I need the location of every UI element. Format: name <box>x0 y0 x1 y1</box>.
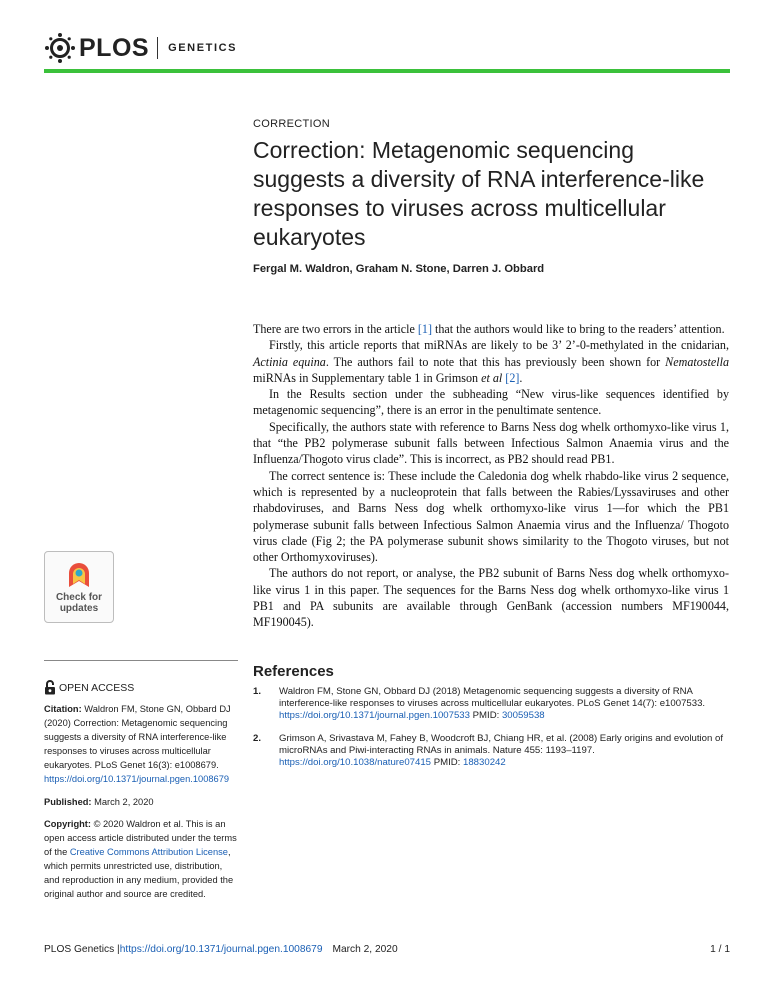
species-name: Nematostella <box>665 354 729 369</box>
paragraph-2: Firstly, this article reports that miRNAs are likely to be 3’ 2’-0-methylated in the cnidarian, Actinia equina. The authors fail to note that this has previously been shown for Nematostella miRNAs in Supplementary table 1 in Grimson et al [2]. <box>253 338 729 385</box>
license-link[interactable]: Creative Commons Attribution License <box>69 846 228 857</box>
reference-link-2[interactable]: [2] <box>505 370 520 385</box>
copyright-block: Copyright: © 2020 Waldron et al. This is an open access article distributed under the terms of the Creative Commons Attribution License, which permits unrestricted use, distribution, and reproduction in any medium, provided the original author and source are credited. <box>44 818 237 900</box>
footer-date: March 2, 2020 <box>332 944 398 955</box>
paragraph-6: The authors do not report, or analyse, the PB2 subunit of Barns Ness dog whelk orthomyxo-like virus 1 in this paper. The sequences for the Barns Ness dog whelk orthomyxo-like virus 1 PB1 and PA subunits are available through GenBank (accession numbers MF190044, MF190045). <box>253 566 729 630</box>
paragraph-1: There are two errors in the article [1] that the authors would like to bring to the readers’ attention. <box>253 322 725 336</box>
open-lock-icon <box>44 680 56 695</box>
sidebar-rule <box>44 660 238 661</box>
logo-divider <box>157 37 158 59</box>
footer-journal: PLOS Genetics | <box>44 944 120 955</box>
article-type: CORRECTION <box>253 118 330 130</box>
header-rule <box>44 69 730 73</box>
check-for-updates-icon <box>64 557 94 591</box>
reference-pmid-link[interactable]: 30059538 <box>501 709 545 721</box>
article-title: Correction: Metagenomic sequencing suggests a diversity of RNA interference-like responses to viruses across multicellular eukaryotes <box>253 137 705 250</box>
page-footer <box>44 944 730 955</box>
plos-logo-text: PLOS <box>79 33 150 62</box>
paragraph-5: The correct sentence is: These include the Caledonia dog whelk rhabdo-like virus 2 sequence, which is represented by a nucleoprotein that falls between the Rabies/Lyssaviruses and other rhabdoviruses, and Barns Ness dog whelk orthomyxo-like virus 1—for which the PB1 polymerase subunit falls between Infectious Salmon Anaemia virus and the Influenza/ Thogoto virus clade (Fig 2; the PA polymerase subunit shows similarity to the Thogoto viruses, but not other Orthomyxoviruses). <box>253 468 729 565</box>
article-metadata <box>44 702 240 909</box>
reference-pmid-link[interactable]: 18830242 <box>463 756 506 768</box>
reference-doi-link[interactable]: https://doi.org/10.1371/journal.pgen.1007533 <box>279 709 470 721</box>
plos-logo-icon <box>44 32 76 64</box>
open-access-badge <box>44 680 134 695</box>
species-name: Actinia equina <box>253 354 326 369</box>
references-heading: References <box>253 663 334 680</box>
footer-doi-link[interactable]: https://doi.org/10.1371/journal.pgen.1008679 <box>119 944 323 955</box>
reference-item: 2. Grimson A, Srivastava M, Fahey B, Woodcroft BJ, Chiang HR, et al. (2008) Early origins and evolution of microRNAs and Piwi-interacting RNAs in animals. Nature 455: 1193–1197. https://doi.org/10.1038/nature07415 PMID: 18830242 <box>253 733 723 768</box>
journal-header <box>44 32 237 64</box>
page-number: 1 / 1 <box>710 944 730 955</box>
check-for-updates-label: Check for updates <box>55 592 103 614</box>
reference-item: 1. Waldron FM, Stone GN, Obbard DJ (2018) Metagenomic sequencing suggests a diversity of RNA interference-like responses to viruses across multicellular eukaryotes. PLoS Genet 14(7): e1007533. https://doi.org/10.1371/journal.pgen.1007533 PMID: 30059538 <box>253 686 706 721</box>
reference-doi-link[interactable]: https://doi.org/10.1038/nature07415 <box>279 756 432 768</box>
citation-doi-link[interactable]: https://doi.org/10.1371/journal.pgen.1008679 <box>44 774 230 785</box>
article-body <box>253 321 729 631</box>
check-for-updates-button[interactable] <box>44 551 114 623</box>
references-list <box>253 686 729 781</box>
reference-link-1[interactable]: [1] <box>417 322 432 336</box>
open-access-label: OPEN ACCESS <box>59 681 135 694</box>
author-list: Fergal M. Waldron, Graham N. Stone, Darren J. Obbard <box>253 263 545 275</box>
paragraph-4: Specifically, the authors state with reference to Barns Ness dog whelk orthomyxo-like virus 1, that “the PB2 polymerase subunit falls between Infectious Salmon Anaemia virus and the Influenza/Thogoto virus clade”. This is incorrect, as PB2 should read PB1. <box>253 419 729 467</box>
paragraph-3: In the Results section under the subheading “New virus-like sequences identified by metagenomic sequencing”, there is an error in the penultimate sentence. <box>253 387 729 418</box>
citation-block: Citation: Waldron FM, Stone GN, Obbard DJ (2020) Correction: Metagenomic sequencing suggests a diversity of RNA interference-like responses to viruses across multicellular eukaryotes. PLoS Genet 16(3): e1008679. https://doi.org/10.1371/journal.pgen.1008679 <box>44 704 231 785</box>
journal-name: GENETICS <box>168 42 238 54</box>
published-block: Published: March 2, 2020 <box>44 796 154 807</box>
